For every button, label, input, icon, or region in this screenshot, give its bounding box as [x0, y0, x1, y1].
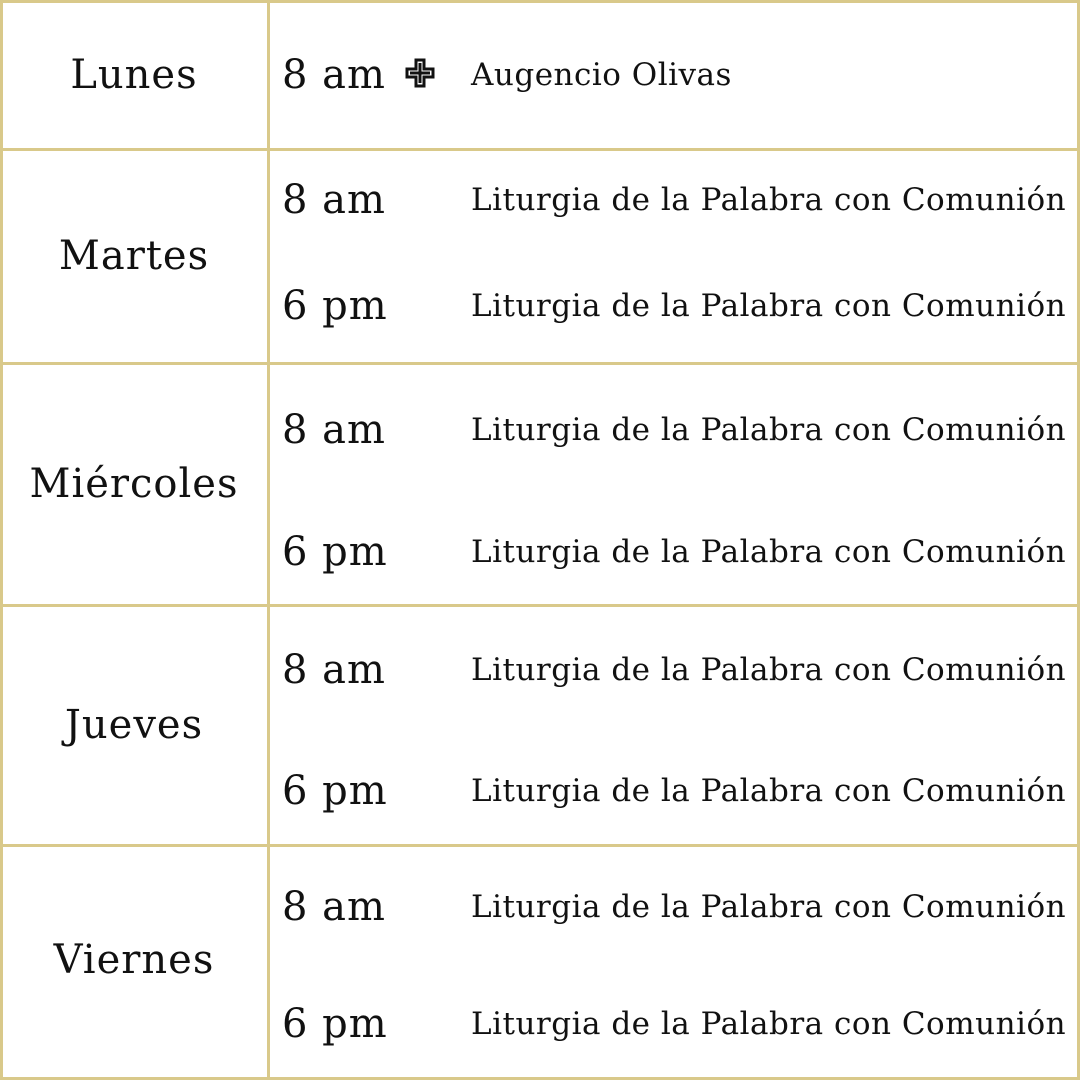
day-label-viernes: Viernes [53, 937, 215, 983]
mass-intention: Augencio Olivas [471, 57, 732, 93]
mass-intention: Liturgia de la Palabra con Comunión [471, 652, 1067, 688]
time-label: 8 am [282, 407, 386, 453]
day-label-jueves: Jueves [64, 702, 204, 748]
day-label-martes: Martes [58, 233, 210, 279]
row-divider [0, 844, 1080, 847]
mass-intention: Liturgia de la Palabra con Comunión [471, 889, 1067, 925]
time-label: 8 am [282, 177, 386, 223]
column-divider [267, 0, 270, 1080]
time-label: 6 pm [282, 529, 388, 575]
row-divider [0, 148, 1080, 151]
time-label: 8 am [282, 52, 386, 98]
time-label: 8 am [282, 884, 386, 930]
row-divider [0, 362, 1080, 365]
time-label: 6 pm [282, 283, 388, 329]
cross-icon [405, 58, 435, 88]
table-border-top [0, 0, 1080, 3]
table-border-left [0, 0, 3, 1080]
mass-intention: Liturgia de la Palabra con Comunión [471, 1006, 1067, 1042]
mass-intention: Liturgia de la Palabra con Comunión [471, 534, 1067, 570]
mass-intention: Liturgia de la Palabra con Comunión [471, 773, 1067, 809]
day-label-lunes: Lunes [70, 52, 198, 98]
time-label: 6 pm [282, 768, 388, 814]
mass-intention: Liturgia de la Palabra con Comunión [471, 412, 1067, 448]
time-label: 6 pm [282, 1001, 388, 1047]
mass-intention: Liturgia de la Palabra con Comunión [471, 182, 1067, 218]
row-divider [0, 604, 1080, 607]
day-label-miercoles: Miércoles [29, 461, 239, 507]
time-label: 8 am [282, 647, 386, 693]
mass-intention: Liturgia de la Palabra con Comunión [471, 288, 1067, 324]
